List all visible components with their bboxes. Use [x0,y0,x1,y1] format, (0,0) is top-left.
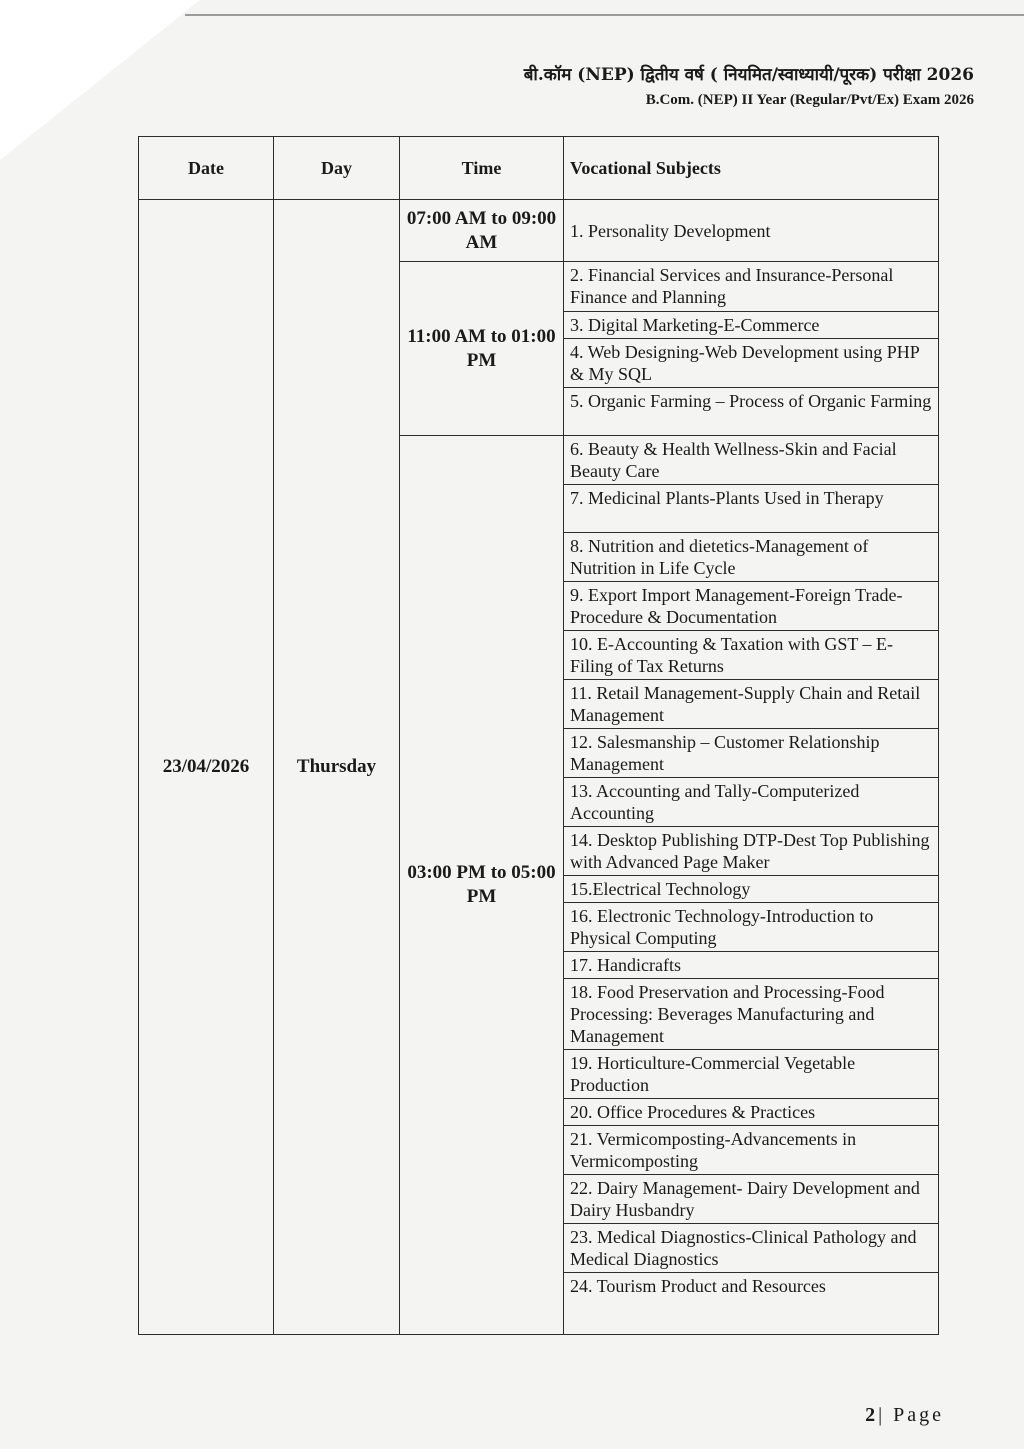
subject-item: 22. Dairy Management- Dairy Development and Dairy Husbandry [564,1175,939,1224]
subject-item: 6. Beauty & Health Wellness-Skin and Facial Beauty Care [564,436,939,485]
exam-schedule-table [138,136,939,1335]
page-number-value: 2 [865,1404,879,1426]
header-time: Time [400,137,564,200]
header-subjects: Vocational Subjects [564,137,939,200]
subject-item: 21. Vermicomposting-Advancements in Vermicomposting [564,1126,939,1175]
subject-item: 20. Office Procedures & Practices [564,1099,939,1126]
header-hindi: बी.कॉम (NEP) द्वितीय वर्ष ( नियमित/स्वाध्यायी/पूरक) परीक्षा 2026 [523,65,974,85]
subject-item: 24. Tourism Product and Resources [564,1273,939,1335]
subject-item: 12. Salesmanship – Customer Relationship Management [564,729,939,778]
subject-item: 23. Medical Diagnostics-Clinical Pathology and Medical Diagnostics [564,1224,939,1273]
exam-day: Thursday [274,200,400,1335]
subject-item: 8. Nutrition and dietetics-Management of Nutrition in Life Cycle [564,533,939,582]
exam-date: 23/04/2026 [139,200,274,1335]
subject-item: 13. Accounting and Tally-Computerized Accounting [564,778,939,827]
subject-item: 19. Horticulture-Commercial Vegetable Production [564,1050,939,1099]
time-slot-afternoon: 03:00 PM to 05:00 PM [400,436,564,1335]
table-row [139,200,939,262]
header-date: Date [139,137,274,200]
subject-item: 11. Retail Management-Supply Chain and Retail Management [564,680,939,729]
subject-item: 4. Web Designing-Web Development using PHP & My SQL [564,339,939,388]
subject-item: 17. Handicrafts [564,952,939,979]
subject-item: 3. Digital Marketing-E-Commerce [564,312,939,339]
top-rule [185,14,1024,16]
time-slot-morning: 07:00 AM to 09:00 AM [400,200,564,262]
header-english: B.Com. (NEP) II Year (Regular/Pvt/Ex) Exam 2026 [645,92,974,108]
page-number [865,1404,944,1427]
subject-item: 10. E-Accounting & Taxation with GST – E-Filing of Tax Returns [564,631,939,680]
subject-item: 5. Organic Farming – Process of Organic Farming [564,388,939,436]
subject-item: 9. Export Import Management-Foreign Trade-Procedure & Documentation [564,582,939,631]
page-number-label: | Page [878,1404,944,1426]
subject-item: 15.Electrical Technology [564,876,939,903]
subject-item: 16. Electronic Technology-Introduction to Physical Computing [564,903,939,952]
table-header-row [139,137,939,200]
subject-item: 7. Medicinal Plants-Plants Used in Therapy [564,485,939,533]
time-slot-midday: 11:00 AM to 01:00 PM [400,262,564,436]
subject-item: 14. Desktop Publishing DTP-Dest Top Publishing with Advanced Page Maker [564,827,939,876]
header-day: Day [274,137,400,200]
subject-item: 18. Food Preservation and Processing-Food Processing: Beverages Manufacturing and Management [564,979,939,1050]
subject-item: 1. Personality Development [564,200,939,262]
subject-item: 2. Financial Services and Insurance-Personal Finance and Planning [564,262,939,312]
